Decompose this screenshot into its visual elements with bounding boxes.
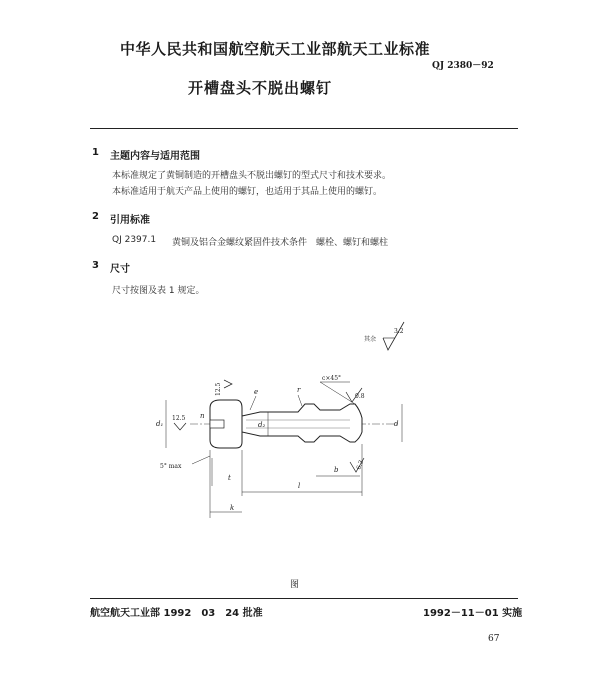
footer-rule <box>90 598 518 599</box>
roughness-head-side: 12.5 <box>172 415 186 422</box>
section-3-number: 3 <box>92 260 99 271</box>
dim-d1-label: d₁ <box>156 420 164 428</box>
roughness-head-side-symbol <box>174 423 186 430</box>
standard-code: QJ 2380－92 <box>432 61 494 71</box>
chamfer-leader-2 <box>320 382 355 404</box>
section-2-title: 引用标准 <box>110 215 150 226</box>
section-1-number: 1 <box>92 147 99 158</box>
approval-date: 航空航天工业部 1992 03 24 批准 <box>90 608 263 619</box>
issuing-organization: 中华人民共和国航空航天工业部航天工业标准 <box>120 40 431 58</box>
roughness-end: 6.3 <box>355 459 366 471</box>
dim-d2-label: d₂ <box>258 421 266 429</box>
header-rule <box>90 128 518 129</box>
page-number: 67 <box>488 634 500 644</box>
figure-caption: 图 <box>290 580 300 590</box>
dim-e-leader <box>250 396 256 410</box>
document-title: 开槽盘头不脱出螺钉 <box>188 79 333 97</box>
dim-e-label: e <box>254 388 259 396</box>
roughness-head-top-symbol <box>224 380 232 388</box>
section-1-title: 主题内容与适用范围 <box>110 151 200 162</box>
roughness-symbol <box>383 322 404 350</box>
reference-title: 黄铜及铝合金螺纹紧固件技术条件 螺栓、螺钉和螺柱 <box>172 238 389 248</box>
section-1-paragraph-1: 本标准规定了黄铜制造的开槽盘头不脱出螺钉的型式尺寸和技术要求。 <box>112 171 392 181</box>
effective-date: 1992－11－01 实施 <box>423 608 523 619</box>
chamfer-note: c×45° <box>322 375 342 382</box>
angle-leader <box>192 456 210 464</box>
dim-d-label: d <box>394 420 399 428</box>
angle-note: 5° max <box>160 463 182 470</box>
roughness-other-value: 3.2 <box>394 328 404 335</box>
roughness-other-label: 其余 <box>364 336 377 343</box>
dim-k-label: k <box>230 504 235 512</box>
section-3-paragraph: 尺寸按图及表 1 规定。 <box>112 286 205 296</box>
reference-code: QJ 2397.1 <box>112 235 157 245</box>
dim-t-label: t <box>228 474 231 482</box>
dim-r-label: r <box>297 386 301 394</box>
section-3-title: 尺寸 <box>110 264 130 275</box>
section-2-number: 2 <box>92 211 99 222</box>
screw-drawing <box>150 320 440 530</box>
section-1-paragraph-2: 本标准适用于航天产品上使用的螺钉，也适用于其品上使用的螺钉。 <box>112 187 383 197</box>
dim-l-label: l <box>298 482 301 490</box>
dim-b-label: b <box>334 466 339 474</box>
dim-r-leader <box>298 395 302 406</box>
roughness-groove: 0.8 <box>355 393 365 400</box>
head-slot <box>210 420 224 428</box>
dim-n-label: n <box>200 412 205 420</box>
roughness-head-top: 12.5 <box>215 382 222 396</box>
